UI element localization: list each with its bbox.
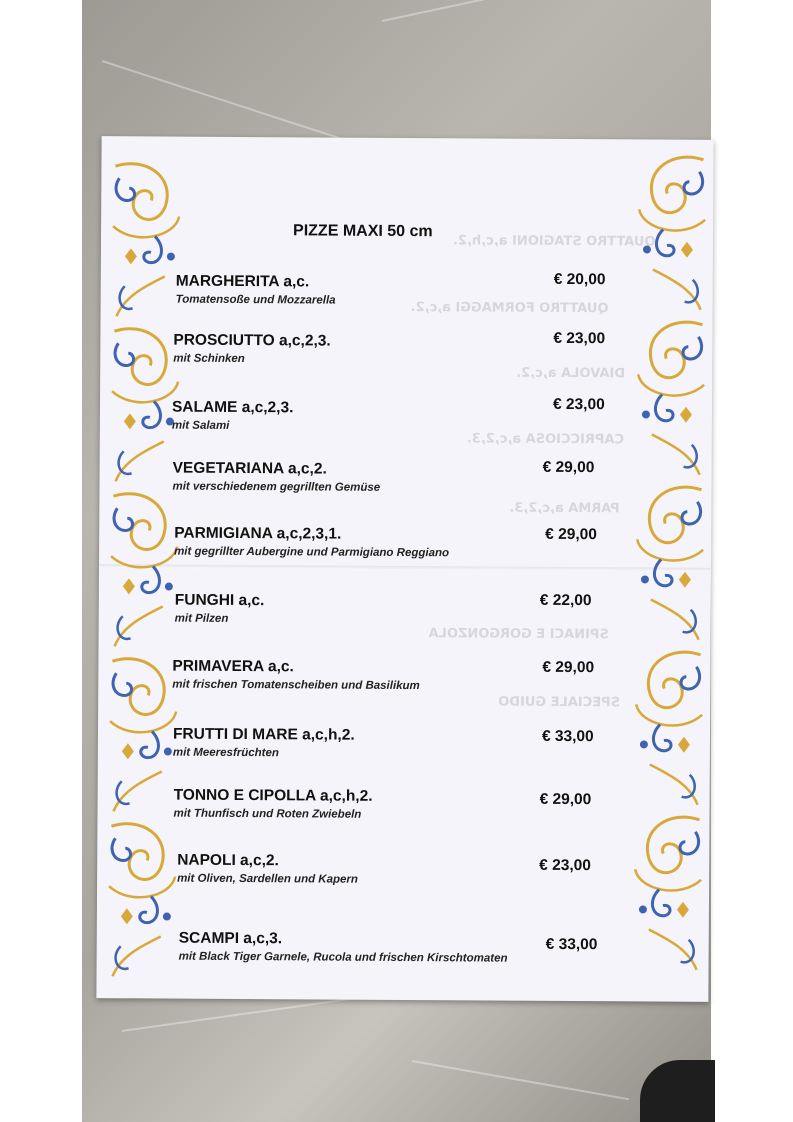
item-name: SCAMPI a,c,3.	[178, 929, 283, 948]
item-name: VEGETARIANA a,c,2.	[172, 459, 327, 478]
menu-item	[172, 658, 420, 693]
menu-item	[172, 460, 380, 494]
menu-item	[173, 726, 355, 760]
show-through-text: DIAVOLA a,c,2.	[516, 365, 626, 382]
item-name: FRUTTI DI MARE a,c,h,2.	[172, 725, 355, 744]
menu-item	[174, 525, 449, 560]
item-description: mit Salami	[171, 419, 230, 432]
item-price: € 29,00	[542, 458, 595, 477]
item-name: NAPOLI a,c,2.	[177, 851, 279, 870]
item-price: € 20,00	[553, 270, 606, 289]
item-name: PARMIGIANA a,c,2,3,1.	[174, 524, 342, 543]
item-description: mit Pilzen	[174, 612, 229, 625]
show-through-text: QUATTRO FORMAGGI a,c,2.	[410, 300, 609, 317]
item-description: mit Schinken	[173, 352, 245, 366]
item-description: mit Black Tiger Garnele, Rucola und frischen Kirschtomaten	[178, 950, 508, 965]
right-margin	[711, 0, 793, 1122]
item-name: MARGHERITA a,c.	[175, 272, 310, 291]
item-description: mit frischen Tomatenscheiben und Basilikum	[172, 678, 420, 693]
item-price: € 22,00	[539, 591, 592, 610]
item-price: € 23,00	[553, 329, 606, 348]
menu-item	[172, 399, 294, 433]
item-price: € 33,00	[545, 935, 598, 954]
show-through-text: QUATTRO STAGIONI a,c,h,2.	[452, 233, 656, 250]
item-price: € 23,00	[552, 395, 605, 414]
menu-item	[176, 273, 336, 307]
item-description: Tomatensoße und Mozzarella	[175, 293, 336, 307]
menu-item	[173, 787, 372, 821]
right-ornament-border	[624, 149, 713, 989]
menu-item	[179, 930, 508, 965]
item-price: € 29,00	[539, 790, 592, 809]
show-through-text: SPECIALE GUIDO	[498, 694, 621, 711]
item-price: € 23,00	[539, 856, 591, 875]
item-name: FUNGHI a,c.	[174, 591, 265, 610]
item-name: SALAME a,c,2,3.	[171, 398, 294, 417]
left-margin	[0, 0, 82, 1122]
menu-item	[175, 592, 265, 626]
menu-item	[177, 852, 358, 886]
item-price: € 33,00	[541, 727, 594, 746]
menu-title: PIZZE MAXI 50 cm	[293, 222, 433, 241]
menu-item	[173, 332, 331, 366]
menu-sheet	[96, 136, 713, 1002]
item-description: mit gegrillter Aubergine und Parmigiano Reggiano	[174, 545, 450, 560]
item-description: mit Oliven, Sardellen und Kapern	[177, 872, 358, 886]
item-name: PRIMAVERA a,c.	[172, 657, 294, 676]
item-price: € 29,00	[545, 525, 597, 544]
show-through-text: CAPRICCIOSA a,c,2,3.	[466, 431, 625, 448]
paper-fold	[99, 564, 711, 572]
show-through-text: PARMA a,c,2,3.	[509, 500, 620, 517]
item-description: mit verschiedenem gegrillten Gemüse	[172, 480, 381, 494]
item-name: TONNO E CIPOLLA a,c,h,2.	[173, 786, 373, 805]
item-price: € 29,00	[542, 658, 595, 677]
item-description: mit Thunfisch und Roten Zwiebeln	[173, 807, 362, 821]
show-through-text: SPINACI E GORGONZOLA	[428, 626, 609, 643]
item-name: PROSCIUTTO a,c,2,3.	[173, 331, 331, 350]
item-description: mit Meeresfrüchten	[172, 746, 280, 760]
